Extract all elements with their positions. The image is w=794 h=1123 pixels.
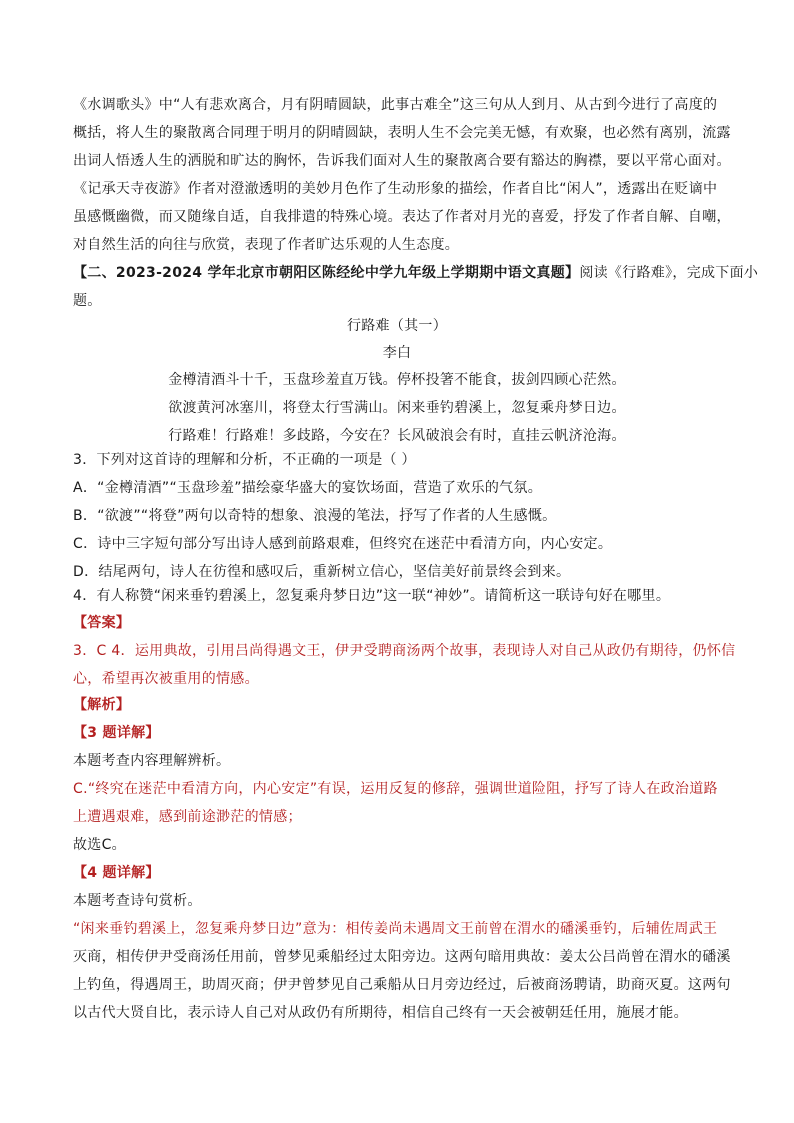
text-line: 虽感慨幽微，而又随缘自适，自我排遣的特殊心境。表达了作者对月光的喜爱，抒发了作者自解、自嘲， — [73, 209, 731, 225]
text-line: 概括，将人生的聚散离合同理于明月的阴晴圆缺，表明人生不会完美无憾，有欢聚，也必然有离别，流露 — [73, 125, 731, 141]
answer-line: 心，希望再次被重用的情感。 — [73, 671, 259, 687]
q4-explanation-cont: 灭商，相传伊尹受商汤任用前，曾梦见乘船经过太阳旁边。这两句暗用典故：姜太公吕尚曾在渭水的磻溪 — [73, 949, 731, 965]
section-instruction-cont: 题。 — [73, 293, 102, 309]
q3-explanation: C.“终究在迷茫中看清方向，内心安定”有误，运用反复的修辞，强调世道险阻，抒写了诗人在政治道路 — [73, 781, 718, 797]
text-line: 对自然生活的向往与欣赏，表现了作者旷达乐观的人生态度。 — [73, 237, 460, 253]
answer-line: 3．C 4．运用典故，引用吕尚得遇文王，伊尹受聘商汤两个故事，表现诗人对自己从政仍有期待，仍怀信 — [73, 643, 736, 659]
q4-explanation-cont: 上钓鱼，得遇周王，助周灭商；伊尹曾梦见自己乘船从日月旁边经过，后被商汤聘请，助商灭夏。这两句 — [73, 977, 731, 993]
q3-intro: 本题考查内容理解辨析。 — [73, 753, 231, 769]
q4-explanation: “闲来垂钓碧溪上，忽复乘舟梦日边”意为：相传姜尚未遇周文王前曾在渭水的磻溪垂钓，后辅佐周武王 — [73, 921, 718, 937]
poem-title: 行路难（其一） — [346, 318, 448, 334]
option-d: D．结尾两句，诗人在彷徨和感叹后，重新树立信心，坚信美好前景终会到来。 — [73, 564, 571, 580]
poem-line: 金樽清酒斗十千，玉盘珍羞直万钱。停杯投箸不能食，拔剑四顾心茫然。 — [168, 372, 626, 388]
q3-explanation: 上遭遇艰难，感到前途渺茫的情感； — [73, 809, 302, 825]
analysis-label: 【解析】 — [73, 697, 131, 713]
option-c: C．诗中三字短句部分写出诗人感到前路艰难，但终究在迷茫中看清方向，内心安定。 — [73, 536, 613, 552]
section-header — [73, 259, 759, 315]
paragraph-shuidiao-gelou — [73, 91, 731, 175]
text-line: 出词人悟透人生的洒脱和旷达的胸怀，告诉我们面对人生的聚散离合要有豁达的胸襟，要以平常心面对。 — [73, 153, 731, 169]
q3-detail-label: 【3 题详解】 — [73, 725, 160, 741]
poem-line: 行路难！行路难！多歧路，今安在？长风破浪会有时，直挂云帆济沧海。 — [168, 428, 626, 444]
answer-label: 【答案】 — [73, 615, 131, 631]
section-source-title: 【二、2023-2024 学年北京市朝阳区陈经纶中学九年级上学期期中语文真题】 — [73, 265, 580, 281]
poem-line: 欲渡黄河冰塞川，将登太行雪满山。闲来垂钓碧溪上，忽复乘舟梦日边。 — [168, 400, 626, 416]
question-stem: 3．下列对这首诗的理解和分析，不正确的一项是（ ） — [73, 452, 416, 468]
paragraph-chengtiansi-yeyou — [73, 175, 731, 259]
question-4 — [73, 582, 723, 610]
text-line: 《水调歌头》中“人有悲欢离合，月有阴晴圆缺，此事古难全”这三句从人到月、从古到今进行了高度的 — [73, 97, 718, 113]
text-line: 《记承天寺夜游》作者对澄澈透明的美妙月色作了生动形象的描绘，作者自比“闲人”，透露出在贬谪中 — [73, 181, 718, 197]
option-a: A．“金樽清酒”“玉盘珍羞”描绘豪华盛大的宴饮场面，营造了欢乐的气氛。 — [73, 480, 543, 496]
q3-conclusion: 故选C。 — [73, 837, 126, 853]
q4-explanation-cont: 以古代大贤自比，表示诗人自己对从政仍有所期待，相信自己终有一天会被朝廷任用，施展才能。 — [73, 1005, 688, 1021]
q4-intro: 本题考查诗句赏析。 — [73, 893, 202, 909]
poem-body — [0, 366, 794, 450]
section-instruction: 阅读《行路难》，完成下面小 — [579, 265, 759, 281]
option-b: B．“欲渡”“将登”两句以奇特的想象、浪漫的笔法，抒写了作者的人生感慨。 — [73, 508, 557, 524]
answer-section — [73, 609, 736, 693]
analysis-section — [73, 691, 731, 1027]
poem-author: 李白 — [382, 345, 412, 361]
question-stem: 4．有人称赞“闲来垂钓碧溪上，忽复乘舟梦日边”这一联“神妙”。请简析这一联诗句好在哪里。 — [73, 588, 671, 604]
question-3 — [73, 446, 723, 586]
q4-detail-label: 【4 题详解】 — [73, 865, 160, 881]
